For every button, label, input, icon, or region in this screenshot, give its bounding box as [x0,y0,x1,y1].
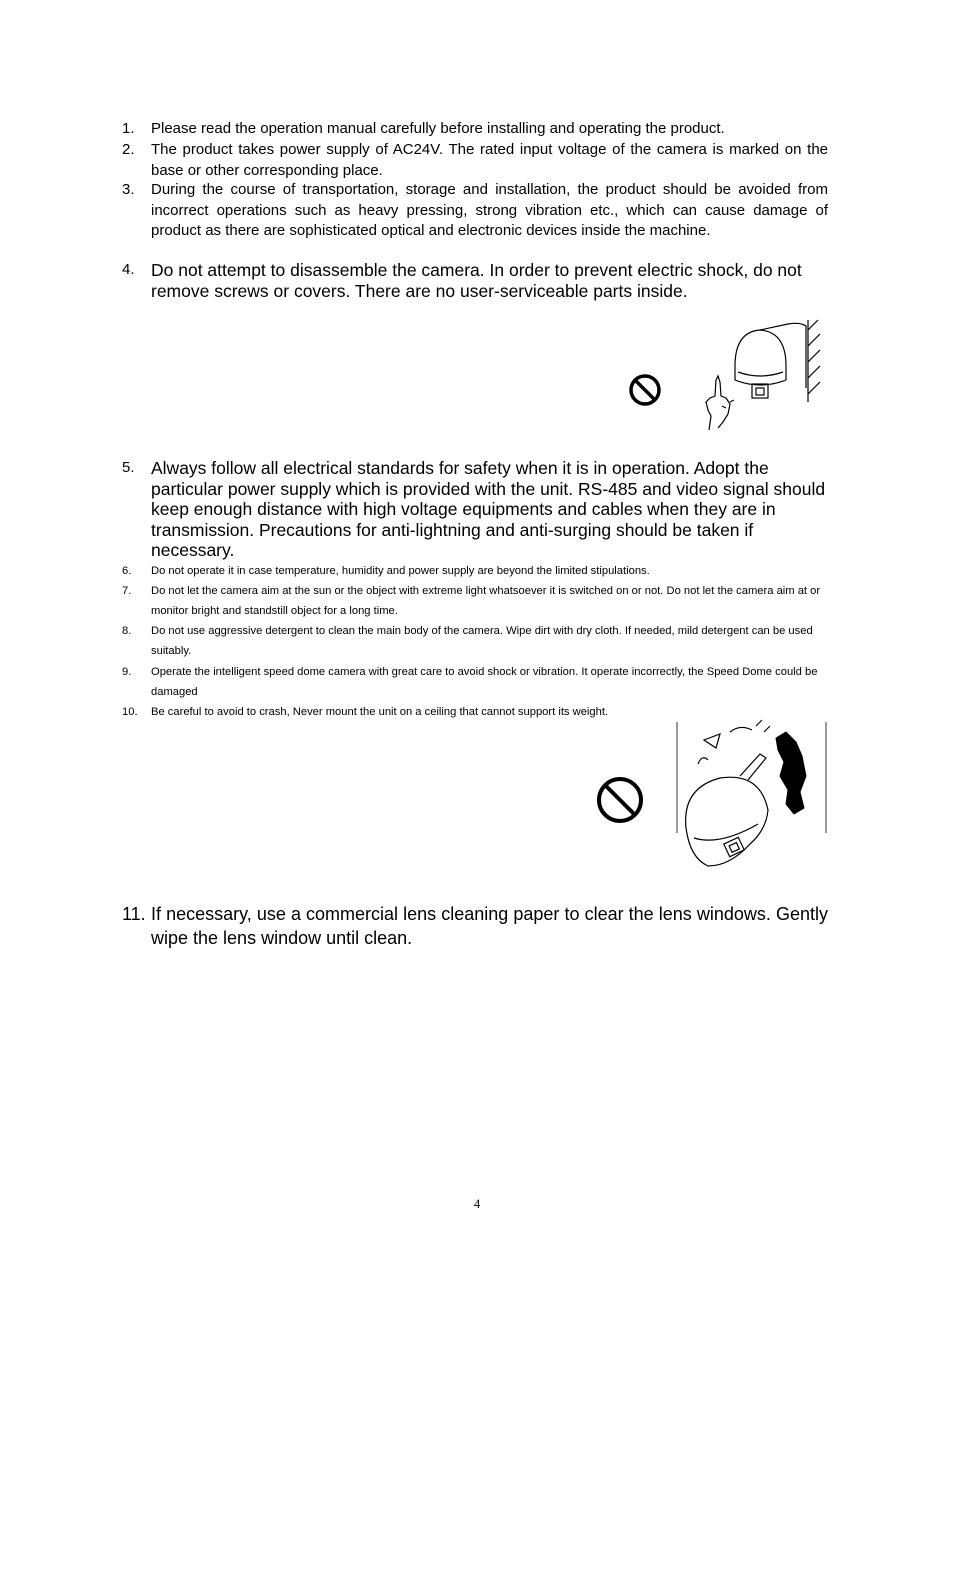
list-item-5 [122,458,828,561]
list-item-7 [122,581,828,621]
item-number: 1. [122,120,135,137]
item-text: Please read the operation manual carefully before installing and operating the product. [151,120,725,137]
item-text: Do not use aggressive detergent to clean the main body of the camera. Wipe dirt with dry cloth. If needed, mild detergent can be used suitably. [151,625,813,658]
dome-camera-icon [735,320,820,402]
item-number: 4. [122,261,135,278]
item-number: 5. [122,459,135,476]
item-text: Do not attempt to disassemble the camera. In order to prevent electric shock, do not remove screws or covers. There are no user-serviceable parts inside. [151,260,802,301]
item-text: The product takes power supply of AC24V. The rated input voltage of the camera is marked on the base or other corresponding place. [151,141,828,179]
item-text: Operate the intelligent speed dome camera with great care to avoid shock or vibration. It operate incorrectly, the Speed Dome could be damaged [151,666,818,699]
item-text: Do not operate it in case temperature, humidity and power supply are beyond the limited stipulations. [151,565,650,577]
debris-icon [698,720,770,764]
no-disassemble-illustration [620,318,840,438]
item-number: 9. [122,666,132,678]
list-item-3 [122,180,828,242]
item-number: 3. [122,181,135,198]
list-item-8 [122,621,828,661]
falling-dome-camera-icon [686,754,768,866]
item-text: Be careful to avoid to crash, Never mount the unit on a ceiling that cannot support its weight. [151,706,609,718]
item-text: Do not let the camera aim at the sun or the object with extreme light whatsoever it is switched on or not. Do not let the camera aim at or monitor bright and standstill object for a long time. [151,585,821,618]
item-number: 7. [122,585,132,597]
crash-burst-icon [776,732,806,814]
prohibition-icon [631,376,659,404]
item-number: 11. [122,904,146,924]
list-item-6 [122,561,828,581]
hand-icon [706,376,734,430]
list-item-11 [122,902,828,950]
list-item-4 [122,260,828,301]
item-number: 8. [122,625,132,637]
page-number: 4 [473,1196,481,1211]
item-text: If necessary, use a commercial lens cleaning paper to clear the lens windows. Gently wipe the lens window until clean. [151,904,828,948]
item-text: Always follow all electrical standards for safety when it is in operation. Adopt the particular power supply which is provided with the unit. RS-485 and video signal should keep enough distance with high voltage equipments and cables when they are in transmission. Precautions for anti-lightning and anti-surging should be taken if necessary. [151,458,826,560]
list-item-2 [122,140,828,181]
prohibition-icon [599,779,641,821]
list-item-1 [122,119,828,140]
item-number: 6. [122,565,132,577]
list-item-9 [122,662,828,702]
item-text: During the course of transportation, storage and installation, the product should be avoided from incorrect operations such as heavy pressing, strong vibration etc., which can cause damage of product as there are sophisticated optical and electronic devices inside the machine. [151,181,828,239]
ceiling-crash-illustration [590,718,830,873]
item-number: 10. [122,706,138,718]
item-number: 2. [122,141,135,158]
